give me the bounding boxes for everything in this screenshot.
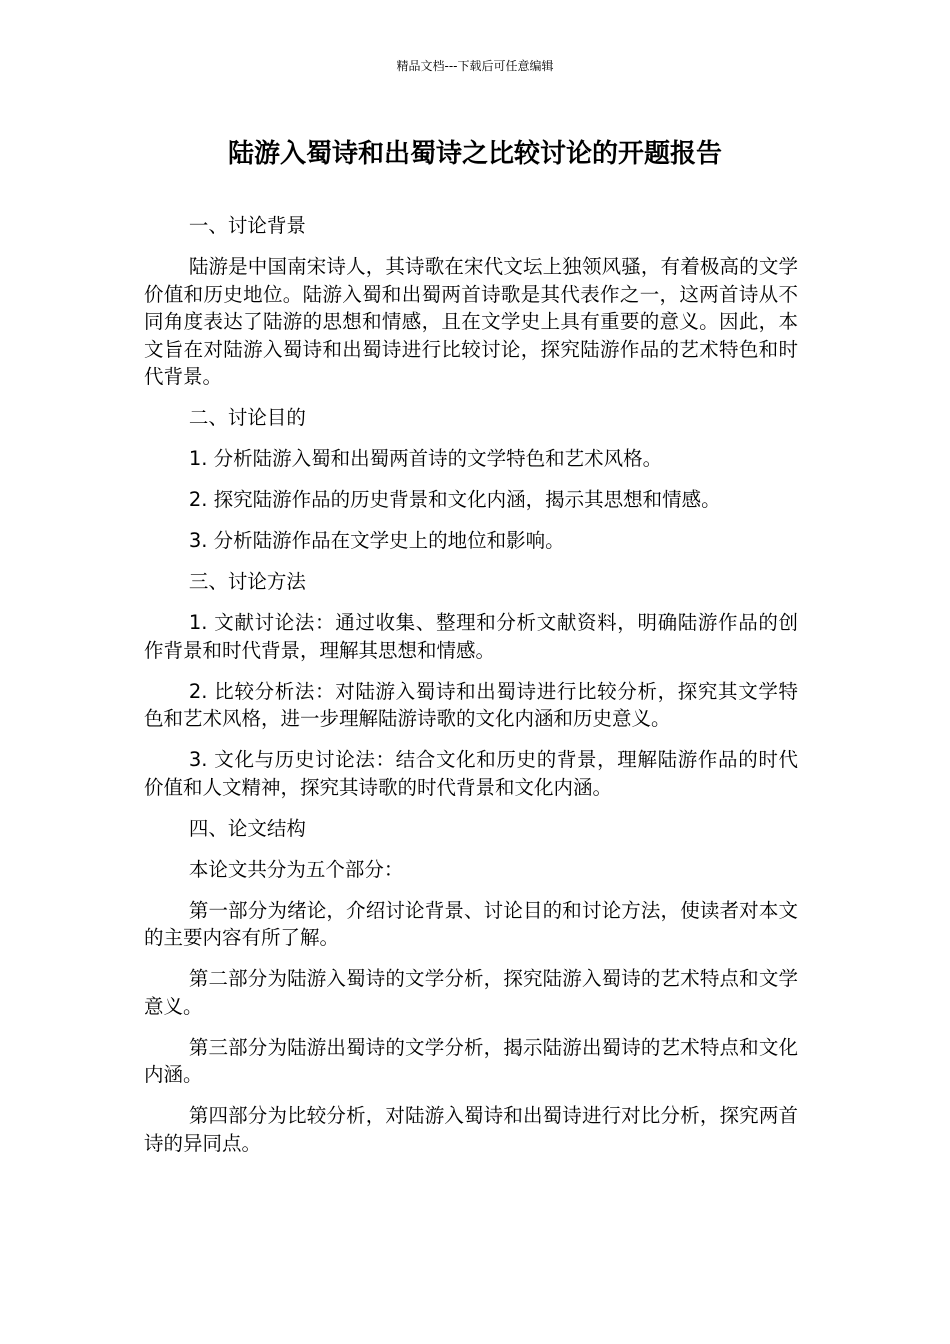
section-heading-method: 三、讨论方法: [188, 570, 306, 593]
list-item-method-3: 3. 文化与历史讨论法：结合文化和历史的背景，理解陆游作品的时代价值和人文精神，探究其诗歌的时代背景和文化内涵。: [144, 748, 798, 799]
list-item-method-2: 2. 比较分析法：对陆游入蜀诗和出蜀诗进行比较分析，探究其文学特色和艺术风格，进一步理解陆游诗歌的文化内涵和历史意义。: [144, 679, 798, 730]
list-item-purpose-1: 1. 分析陆游入蜀和出蜀两首诗的文学特色和艺术风格。: [188, 447, 663, 470]
paragraph-part-2: 第二部分为陆游入蜀诗的文学分析，探究陆游入蜀诗的艺术特点和文学意义。: [144, 967, 798, 1018]
document-title: 陆游入蜀诗和出蜀诗之比较讨论的开题报告: [227, 139, 722, 169]
page-header: 精品文档---下载后可任意编辑: [396, 59, 554, 73]
paragraph-structure-intro: 本论文共分为五个部分：: [188, 857, 404, 881]
paragraph-part-1: 第一部分为绪论，介绍讨论背景、讨论目的和讨论方法，使读者对本文的主要内容有所了解。: [144, 898, 798, 949]
list-item-method-1: 1. 文献讨论法：通过收集、整理和分析文献资料，明确陆游作品的创作背景和时代背景，理解其思想和情感。: [144, 611, 798, 662]
document-body: [144, 212, 798, 1171]
list-item-purpose-3: 3. 分析陆游作品在文学史上的地位和影响。: [188, 529, 565, 552]
section-heading-background: 一、讨论背景: [188, 214, 306, 237]
paragraph-part-3: 第三部分为陆游出蜀诗的文学分析，揭示陆游出蜀诗的艺术特点和文化内涵。: [144, 1035, 798, 1086]
section-heading-purpose: 二、讨论目的: [188, 406, 306, 429]
paragraph-part-4: 第四部分为比较分析，对陆游入蜀诗和出蜀诗进行对比分析，探究两首诗的异同点。: [144, 1104, 798, 1155]
list-item-purpose-2: 2. 探究陆游作品的历史背景和文化内涵，揭示其思想和情感。: [188, 488, 721, 511]
section-heading-structure: 四、论文结构: [188, 816, 306, 840]
paragraph-background: 陆游是中国南宋诗人，其诗歌在宋代文坛上独领风骚，有着极高的文学价值和历史地位。陆游入蜀和出蜀两首诗歌是其代表作之一，这两首诗从不同角度表达了陆游的思想和情感，且在文学史上具有重要的意义。因此，本文旨在对陆游入蜀诗和出蜀诗进行比较讨论，探究陆游作品的艺术特色和时代背景。: [144, 255, 798, 388]
